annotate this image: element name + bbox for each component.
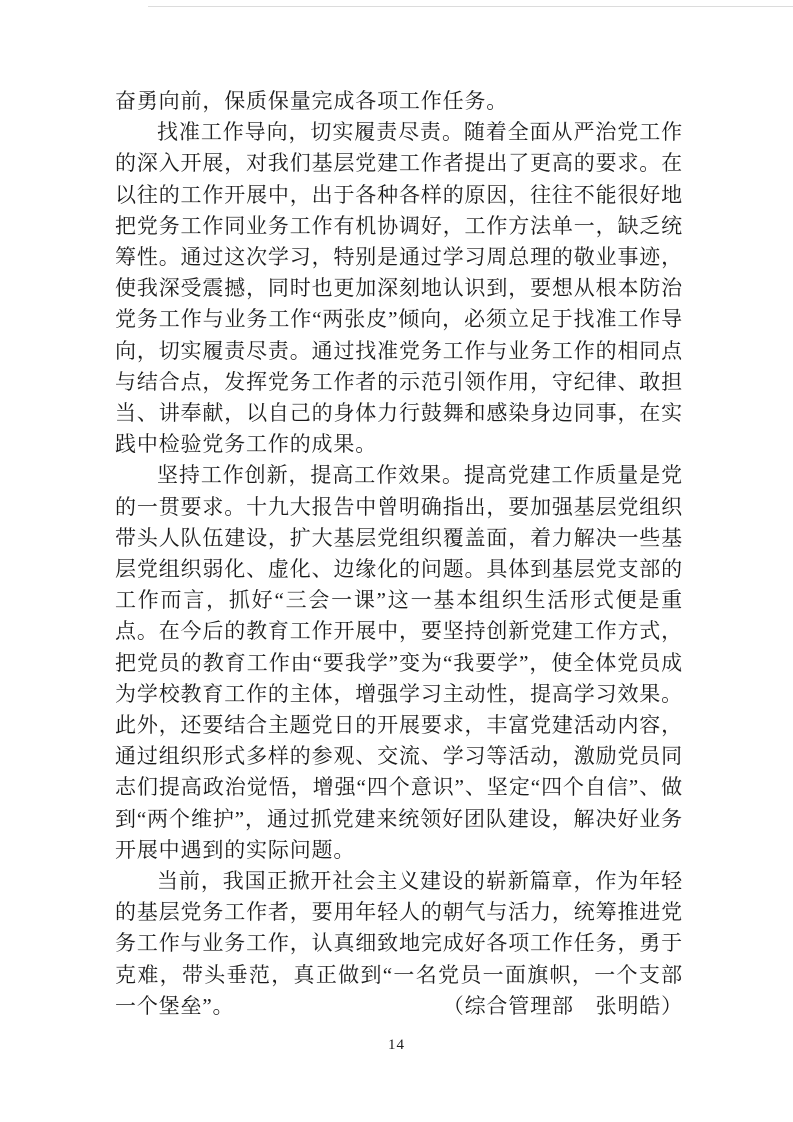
- paragraph-text: 当前，我国正掀开社会主义建设的崭新篇章，作为年轻的基层党务工作者，要用年轻人的朝气与活力，统筹推进党务工作与业务工作，认真细致地完成好各项工作任务，勇于克难，带头垂范，真正做到“一名党员一面旗帜，一个支部一个堡垒”。: [115, 869, 683, 1018]
- paragraph-continuation: 奋勇向前，保质保量完成各项工作任务。: [115, 89, 509, 113]
- scan-artifact-line: [148, 6, 793, 7]
- author-signature: （综合管理部 张明皓）: [442, 993, 683, 1018]
- paragraph: 坚持工作创新，提高工作效果。提高党建工作质量是党的一贯要求。十九大报告中曾明确指出，要加强基层党组织带头人队伍建设，扩大基层党组织覆盖面，着力解决一些基层党组织弱化、虚化、边缘化的问题。具体到基层党支部的工作而言，抓好“三会一课”这一基本组织生活形式便是重点。在今后的教育工作开展中，要坚持创新党建工作方式，把党员的教育工作由“要我学”变为“我要学”，使全体党员成为学校教育工作的主体，增强学习主动性，提高学习效果。此外，还要结合主题党日的开展要求，丰富党建活动内容，通过组织形式多样的参观、交流、学习等活动，激励党员同志们提高政治觉悟，增强“四个意识”、坚定“四个自信”、做到“两个维护”，通过抓党建来统领好团队建设，解决好业务开展中遇到的实际问题。: [115, 463, 683, 862]
- page-number: 14: [388, 1037, 405, 1053]
- paragraph: [115, 866, 683, 1022]
- body-text: [115, 86, 683, 1022]
- paragraph: 找准工作导向，切实履责尽责。随着全面从严治党工作的深入开展，对我们基层党建工作者提出了更高的要求。在以往的工作开展中，出于各种各样的原因，往往不能很好地把党务工作同业务工作有机协调好，工作方法单一，缺乏统筹性。通过这次学习，特别是通过学习周总理的敬业事迹，使我深受震撼，同时也更加深刻地认识到，要想从根本防治党务工作与业务工作“两张皮”倾向，必须立足于找准工作导向，切实履责尽责。通过找准党务工作与业务工作的相同点与结合点，发挥党务工作者的示范引领作用，守纪律、敢担当、讲奉献，以自己的身体力行鼓舞和感染身边同事，在实践中检验党务工作的成果。: [115, 120, 683, 457]
